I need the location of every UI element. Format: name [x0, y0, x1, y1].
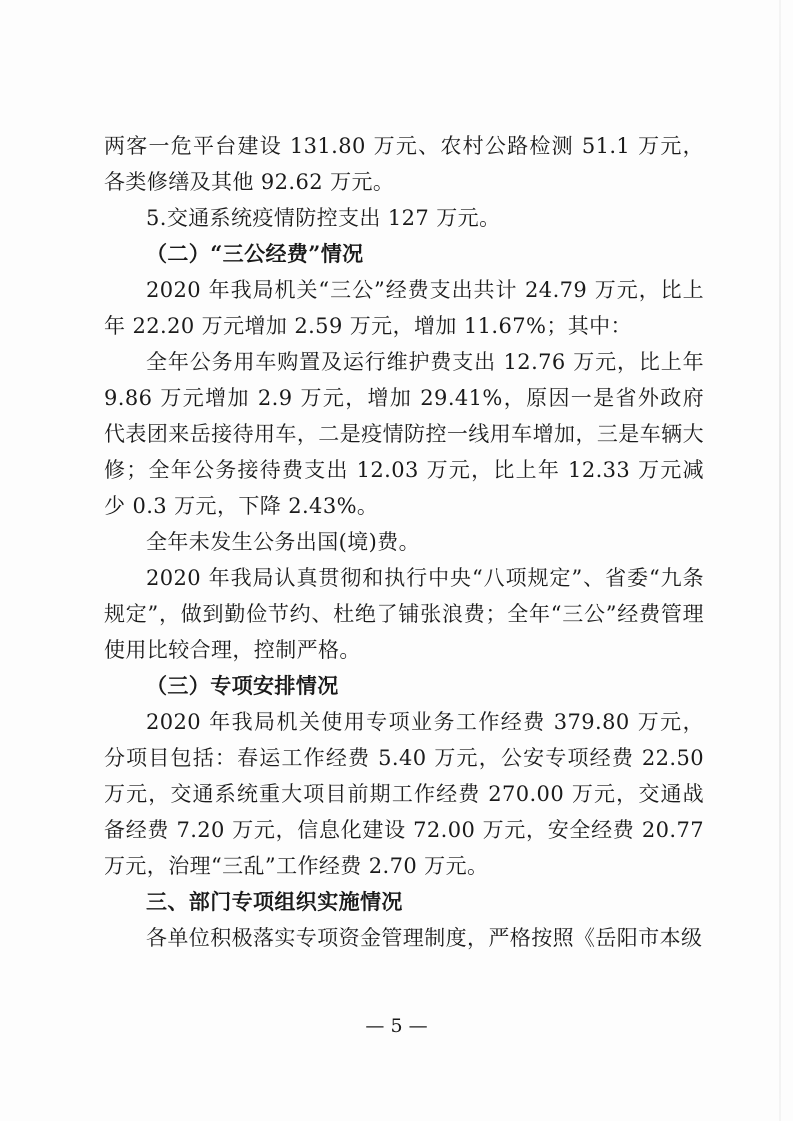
- page-number: — 5 —: [365, 1015, 428, 1037]
- body-text: [104, 128, 704, 956]
- section-heading-implementation: 三、部门专项组织实施情况: [146, 889, 403, 914]
- paragraph-special-funds: 2020 年我局机关使用专项业务工作经费 379.80 万元，分项目包括：春运工作经费 5.40 万元，公安专项经费 22.50 万元，交通系统重大项目前期工作经费 270.00 万元，交通战备经费 7.20 万元，信息化建设 72.00 万元，安全经费 20.77 万元，治理“三乱”工作经费 2.70 万元。: [104, 710, 704, 878]
- paragraph-vehicle-reception: 全年公务用车购置及运行维护费支出 12.76 万元，比上年 9.86 万元增加 2.9 万元，增加 29.41%，原因一是省外政府代表团来岳接待用车，二是疫情防控一线用车增加，三是车辆大修；全年公务接待费支出 12.03 万元，比上年 12.33 万元减少 0.3 万元，下降 2.43%。: [104, 350, 704, 518]
- paragraph-implementation: 各单位积极落实专项资金管理制度，严格按照《岳阳市本级: [146, 926, 703, 950]
- scan-edge-shadow: [779, 0, 781, 1121]
- paragraph-regulations: 2020 年我局认真贯彻和执行中央“八项规定”、省委“九条规定”，做到勤俭节约、杜绝了铺张浪费；全年“三公”经费管理使用比较合理，控制严格。: [104, 566, 704, 662]
- section-heading-special-items: （三）专项安排情况: [146, 673, 339, 698]
- section-heading-three-public: （二）“三公经费”情况: [146, 241, 364, 266]
- paragraph-three-public-total: 2020 年我局机关“三公”经费支出共计 24.79 万元，比上年 22.20 万元增加 2.59 万元，增加 11.67%；其中：: [104, 278, 704, 338]
- paragraph-epidemic-expense: 5.交通系统疫情防控支出 127 万元。: [146, 206, 501, 230]
- paragraph-continuation: 两客一危平台建设 131.80 万元、农村公路检测 51.1 万元，各类修缮及其他 92.62 万元。: [104, 134, 704, 194]
- paragraph-overseas: 全年未发生公务出国(境)费。: [146, 530, 420, 554]
